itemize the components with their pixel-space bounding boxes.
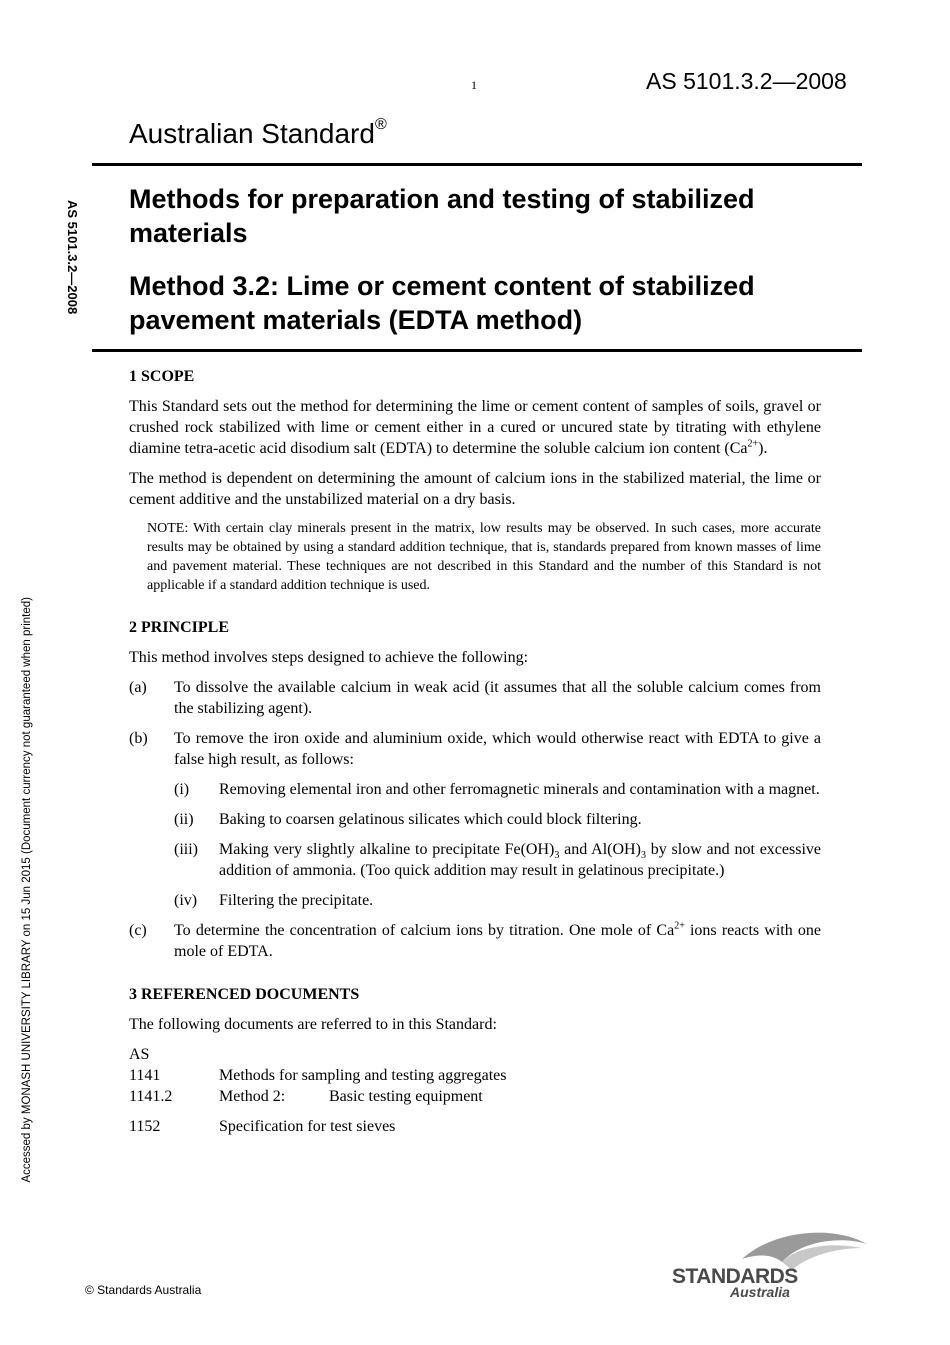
page-number: 1 (471, 78, 477, 92)
list-item (129, 728, 821, 770)
document-title: Methods for preparation and testing of stabilized materials (129, 184, 755, 248)
reference-group-label: AS (129, 1046, 150, 1063)
reference-title: Specification for test sieves (219, 1118, 396, 1135)
registered-mark: ® (374, 115, 387, 133)
text-run: To determine the concentration of calcium ions by titration. One mole of Ca (174, 922, 675, 939)
copyright-notice: © Standards Australia (85, 1283, 202, 1297)
scope-text-end: ). (758, 440, 768, 457)
text-run: and Al(OH) (559, 841, 641, 858)
scope-note: NOTE: With certain clay minerals present in the matrix, low results may be observed. In such cases, more accurate results may be obtained by using a standard addition technique, that is, standards prepared from known masses of lime and pavement material. These techniques are not described in this Standard and the number of this Standard is not applicable if a standard addition technique is used. (147, 521, 821, 593)
sublist-item (174, 779, 821, 800)
sublist-label: (i) (174, 781, 190, 798)
scope-paragraph-1 (129, 396, 821, 459)
section-spacer (129, 971, 821, 984)
brand-title (129, 115, 387, 150)
list-text: To dissolve the available calcium in weak acid (it assumes that all the soluble calcium comes from the stabilizing agent). (174, 679, 821, 717)
sublist-item (174, 809, 821, 830)
list-item (129, 920, 821, 962)
list-text: To remove the iron oxide and aluminium oxide, which would otherwise react with EDTA to give a false high result, as follows: (174, 730, 821, 768)
sublist-label: (iv) (174, 892, 198, 909)
sublist-item (174, 839, 821, 881)
side-standard-number: AS 5101.3.2—2008 (65, 200, 80, 315)
scope-text: This Standard sets out the method for determining the lime or cement content of samples of soils, gravel or crushed rock stabilized with lime or cement either in a cured or uncured state by titrating with ethylene diamine tetra-acetic acid disodium salt (EDTA) to determine the soluble calcium ion content (Ca (129, 398, 821, 457)
top-rule (92, 163, 862, 166)
sublist-item (174, 890, 821, 911)
list-label: (c) (129, 922, 147, 939)
superscript: 2+ (674, 920, 685, 932)
title-rule (92, 349, 862, 352)
scope-heading: 1 SCOPE (129, 368, 195, 385)
reference-code: 1141 (129, 1067, 161, 1084)
superscript: 2+ (747, 438, 759, 450)
reference-row (129, 1065, 821, 1086)
list-text (174, 920, 821, 962)
reference-row (129, 1116, 821, 1137)
text-run: Making very slightly alkaline to precipitate Fe(OH) (219, 841, 555, 858)
logo-main-text: STANDARDS (672, 1265, 798, 1288)
scope-paragraph-2: The method is dependent on determining the amount of calcium ions in the stabilized material, the lime or cement additive and the unstabilized material on a dry basis. (129, 470, 821, 508)
subscript: 3 (554, 850, 560, 862)
logo-sub-text: Australia (730, 1284, 790, 1300)
standard-number: AS 5101.3.2—2008 (646, 68, 847, 94)
principle-intro: This method involves steps designed to achieve the following: (129, 649, 529, 666)
reference-method: Method 2: (219, 1088, 286, 1105)
subscript: 3 (640, 850, 646, 862)
list-label: (b) (129, 730, 148, 747)
reference-title: Basic testing equipment (329, 1088, 483, 1105)
principle-heading: 2 PRINCIPLE (129, 619, 230, 636)
document-body (129, 366, 821, 1137)
method-title: Method 3.2: Lime or cement content of stabilized pavement materials (EDTA method) (129, 271, 755, 335)
access-notice: Accessed by MONASH UNIVERSITY LIBRARY on 15 Jun 2015 (Document currency not guaranteed when printed) (21, 597, 33, 1183)
sublist-text: Baking to coarsen gelatinous silicates which could block filtering. (219, 811, 642, 828)
references-heading: 3 REFERENCED DOCUMENTS (129, 986, 360, 1003)
standards-australia-logo (672, 1226, 867, 1300)
sublist-label: (iii) (174, 841, 198, 858)
sublist-text (219, 839, 821, 881)
references-intro: The following documents are referred to in this Standard: (129, 1016, 497, 1033)
text-run: ions reacts with one mole of EDTA. (174, 922, 821, 960)
reference-code: 1152 (129, 1118, 161, 1135)
text-run: by slow and not excessive addition of ammonia. (Too quick addition may result in gelatinous precipitate.) (219, 841, 821, 879)
reference-title: Methods for sampling and testing aggregates (219, 1067, 507, 1084)
brand-text: Australian Standard (129, 118, 375, 149)
list-item (129, 677, 821, 719)
sublist-label: (ii) (174, 811, 194, 828)
list-label: (a) (129, 679, 147, 696)
reference-row (129, 1086, 821, 1107)
reference-code: 1141.2 (129, 1088, 173, 1105)
sublist-text: Filtering the precipitate. (219, 892, 374, 909)
sublist-text: Removing elemental iron and other ferromagnetic minerals and contamination with a magnet. (219, 781, 820, 798)
